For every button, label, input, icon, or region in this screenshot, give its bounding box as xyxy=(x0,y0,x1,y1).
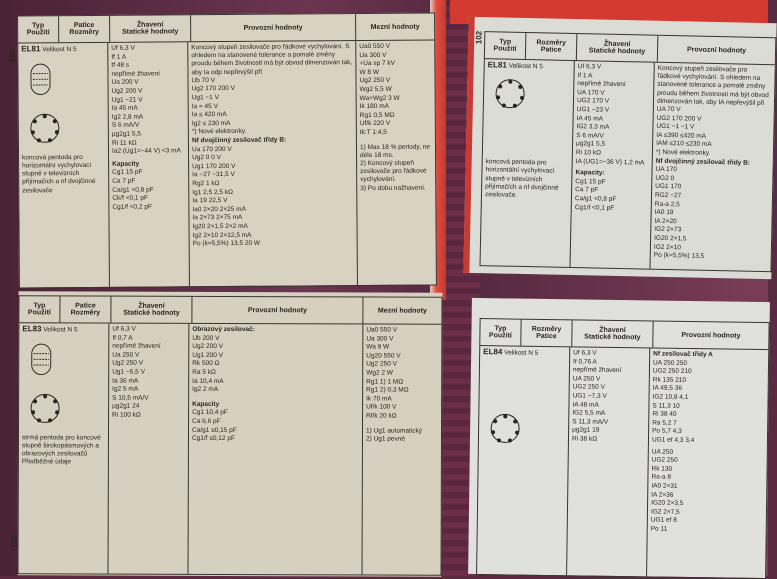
class-b-value: Rg2 1 kΩ xyxy=(192,179,353,189)
static-value: nepřímé žhavení xyxy=(577,80,650,90)
class-b-value: Ra-a 2,5 xyxy=(655,200,769,211)
class-b-value: RG2 −27 xyxy=(655,192,769,203)
class-b-value: Ia 2×73 2×75 mA xyxy=(192,213,353,223)
page-number: 102 xyxy=(474,31,483,45)
capacity-value: Ca/g1 <0,8 pF xyxy=(112,186,185,195)
page-el81-left xyxy=(17,13,437,288)
pentode-symbol-icon xyxy=(22,339,60,379)
header-patice: Patice xyxy=(75,302,96,309)
capacity-title: Kapacity: xyxy=(575,169,648,179)
capacity-title: Kapacity xyxy=(192,401,359,410)
pin-layout-icon xyxy=(22,108,68,148)
header-pouziti: Použití xyxy=(493,45,516,52)
operating-value: IG2 10,8 4,1 xyxy=(653,393,765,403)
base-size: Velikost N 5 xyxy=(43,326,77,333)
pin-layout-icon xyxy=(487,73,534,114)
operating-value: UA 70 V xyxy=(657,106,771,117)
static-value: Ig2 5 mA xyxy=(112,386,185,395)
capacity-value: Ck/f <0,1 pF xyxy=(112,194,185,203)
operating-value: Ug2 170 200 V xyxy=(192,85,353,95)
operating-value: Ra 5 kΩ xyxy=(192,369,359,378)
capacity-value: Cg1 10,4 pF xyxy=(192,409,359,418)
limit-value: tk:T 1:4,5 xyxy=(360,129,432,138)
header-typ: Typ xyxy=(494,325,506,332)
class-ab-value: Po 11 xyxy=(651,525,763,535)
header-provozni: Provozní hodnoty xyxy=(244,24,303,31)
limit-value: Ua 300 V xyxy=(366,335,438,344)
limit-value: Rg1 2) 0,3 MΩ xyxy=(366,387,438,396)
header-provozni: Provozní hodnoty xyxy=(687,46,746,54)
class-b-value: Ig2 2×10 2×12,5 mA xyxy=(193,231,354,241)
header-rozmery: Rozměry xyxy=(536,39,566,47)
class-b-value: IG2 2×73 xyxy=(654,226,768,237)
operating-value: S 11,3 10 xyxy=(652,402,764,412)
limit-value: Uf/k 220 V xyxy=(360,120,432,129)
capacity-value: Cg1 15 pF xyxy=(575,178,648,188)
class-b-title: Nf dvojčinný zesilovač třídy B: xyxy=(192,136,353,146)
static-value: UG2 170 V xyxy=(577,97,650,107)
header-rozmery: Rozměry xyxy=(532,326,562,333)
class-ab-value: IA0 2×31 xyxy=(651,482,763,492)
operating-title: Obrazový zesilovač: xyxy=(192,326,359,335)
operating-value: UG1 ef 4,3 3,4 xyxy=(652,436,764,446)
table-header xyxy=(479,318,769,350)
class-b-value: Po (k=5,5%) 13,5 20 W xyxy=(193,239,354,249)
base-size: Velikost N 5 xyxy=(509,63,543,71)
operating-value: IAM ≤210 ≤230 mA xyxy=(656,140,770,151)
limit-value: Ug2 250 V xyxy=(359,77,431,86)
static-value: Ua 200 V xyxy=(112,79,185,88)
page-el81-right xyxy=(463,17,776,279)
capacity-value: Ca 7 pF xyxy=(112,177,185,186)
static-value: UA 170 V xyxy=(577,89,650,99)
static-value: If 1 A xyxy=(577,72,650,82)
header-patice: Patice xyxy=(541,46,562,53)
limit-value: Ik 70 mA xyxy=(366,395,438,404)
static-value: Ua 250 V xyxy=(112,351,185,360)
static-value: Uf 6,3 V xyxy=(111,44,184,53)
class-ab-value: IA 2×36 xyxy=(651,491,763,501)
static-value: Ri 11 kΩ xyxy=(112,139,185,148)
static-value: S 6 mA/V xyxy=(112,122,185,131)
static-value: μg2g1 5,5 xyxy=(112,130,185,139)
static-value: μg2g1 19 xyxy=(572,427,645,437)
static-value: Uf 6,3 V xyxy=(573,349,646,359)
operating-value: Ig2 ≤ 230 mA xyxy=(192,119,353,129)
limit-value: Wg2 5,5 W xyxy=(360,86,432,95)
header-zhaveni: Žhavení xyxy=(137,21,164,28)
static-value: S 10,5 mA/V xyxy=(112,394,185,403)
class-b-value: Ug2 0 0 V xyxy=(192,153,353,163)
footnote: 1) Ug1 automatický xyxy=(366,427,438,435)
static-value: IA 45 mA xyxy=(577,115,650,125)
capacity-title: Kapacity xyxy=(112,160,185,169)
static-value: UG2 250 V xyxy=(573,384,646,394)
class-b-value: Ia −27 −31,5 V xyxy=(192,170,353,180)
pentode-symbol-icon xyxy=(21,59,59,99)
class-ab-value: UA 250 xyxy=(652,448,764,458)
class-b-value: Ua 170 200 V xyxy=(192,145,353,155)
header-typ: Typ xyxy=(499,38,511,45)
header-pouziti: Použití xyxy=(489,332,512,339)
static-value: IG2 3,3 mA xyxy=(576,123,649,133)
limit-value: Ua 300 V xyxy=(359,51,431,60)
static-value: tf 48 s xyxy=(111,61,184,70)
base-size: Velikost N 5 xyxy=(42,46,76,53)
tube-description: koncová pentoda pro horizontální vychylovací stupně v televizních přijímačích a nf dvojčinné zesilovače xyxy=(22,154,105,196)
operating-value: UG1 −1 −1 V xyxy=(656,123,770,134)
static-value: If 0,76 A xyxy=(573,358,646,368)
class-b-value: Ig20 2×1,5 2×2 mA xyxy=(193,222,354,232)
header-staticke: Statické hodnoty xyxy=(584,334,640,342)
header-zhaveni: Žhavení xyxy=(604,41,631,49)
capacity-value: Ca/g1 <0,8 pF xyxy=(575,195,648,205)
static-value: nepřímé žhavení xyxy=(112,343,185,352)
class-b-value: Ia 19 22,5 V xyxy=(192,196,353,206)
static-value: nepřímé žhavení xyxy=(573,367,646,377)
class-ab-value: UG2 250 xyxy=(652,457,764,467)
capacity-value: Cg1/f <0,1 pF xyxy=(575,204,648,214)
operating-intro: Koncový stupeň zesilovače pro řádkové vychylování. S ohledem na stanovené tolerance a pomalé změny proudu během životnosti má být obvod dimenzován tak, aby IA nepřevýšil při xyxy=(657,65,772,108)
static-value: Ia2 (Ug1=−44 V) <3 mA xyxy=(112,147,185,156)
static-value: Uf 6,3 V xyxy=(578,63,651,73)
tube-description: strmá pentoda pro koncové stupně širokopásmových a obrazových zesilovačů xyxy=(22,434,105,459)
class-ab-value: UG1 ef 8 xyxy=(651,517,763,527)
limit-value: Ua0 550 V xyxy=(359,43,431,52)
class-ab-value: Rk 130 xyxy=(652,465,764,475)
tube-type: EL84 xyxy=(483,347,502,356)
header-mezni: Mezní hodnoty xyxy=(378,307,427,314)
class-ab-value: IG20 2×3,5 xyxy=(651,500,763,510)
pin-layout-icon xyxy=(482,408,529,449)
header-staticke: Statické hodnoty xyxy=(122,28,178,35)
static-value: Ug2 250 V xyxy=(112,360,185,369)
static-value: S 6 mA/V xyxy=(576,132,649,142)
header-provozni: Provozní hodnoty xyxy=(248,307,307,314)
static-value: IA 48 mA xyxy=(572,401,645,411)
tube-description: koncová pentoda pro horizontální vychylovací stupně v televizních přijímačích a nf dvojčinné zesilovače. xyxy=(485,158,569,201)
operating-value: UA 250 250 xyxy=(653,359,765,369)
class-b-value: IA0 19 xyxy=(655,209,769,220)
header-staticke: Statické hodnoty xyxy=(123,310,179,317)
operating-value: UG2 170 200 V xyxy=(657,114,771,125)
limit-value: Rg1 1) 1 MΩ xyxy=(366,378,438,387)
limit-value: Ug20 550 V xyxy=(366,352,438,361)
operating-value: Ia 10,4 mA xyxy=(192,377,359,386)
capacity-value: Cg1/f <0,2 pF xyxy=(112,203,185,212)
header-zhaveni: Žhavení xyxy=(599,327,626,334)
operating-intro: Koncový stupeň zesilovače pro řádkové vychylování. S ohledem na stanovené tolerance a pomalé změny proudu během životnosti má být obvod dimenzován tak, aby Ia odp nepřevýšil při xyxy=(191,43,352,77)
static-value: Ri 10 kΩ xyxy=(576,149,649,159)
header-rozmery: Rozměry xyxy=(69,29,99,36)
limit-value: Ik 180 mA xyxy=(360,103,432,112)
static-value: Ia 45 mA xyxy=(112,104,185,113)
class-b-value: IG20 2×1,5 xyxy=(654,235,768,246)
limit-value: Wa+Wg2 3 W xyxy=(360,94,432,103)
class-b-value: Po (k=5,5%) 13,5 xyxy=(654,252,768,263)
limit-value: Rf/k 20 kΩ xyxy=(366,412,438,421)
footnote: 1) Max 18 % periody, ne déle 18 ms. xyxy=(360,143,432,160)
static-value: Ug1 −21 V xyxy=(112,96,185,105)
static-value: UG1 −7,3 V xyxy=(573,392,646,402)
header-typ: Typ xyxy=(33,302,45,309)
operating-value: Ug2 200 V xyxy=(192,343,359,352)
capacity-value: Ca 6,6 pF xyxy=(192,418,359,427)
static-value: Ug2 200 V xyxy=(112,87,185,96)
header-mezni: Mezní hodnoty xyxy=(371,23,420,30)
operating-value: Po 5,7 4,3 xyxy=(652,428,764,438)
page-el83-left xyxy=(18,291,443,576)
limit-value: Ua0 550 V xyxy=(366,326,438,335)
class-b-value: UG2 0 xyxy=(655,175,769,186)
class-b-value: Ug1 170 200 V xyxy=(192,162,353,172)
class-ab-value: Ra-a 8 xyxy=(651,474,763,484)
header-zhaveni: Žhavení xyxy=(138,303,164,310)
operating-value: Ub 200 V xyxy=(192,334,359,343)
limit-value: +Ua sp 7 kV xyxy=(359,60,431,69)
static-value: UG1 −23 V xyxy=(577,106,650,116)
class-b-title: Nf dvojčinný zesilovač třídy B: xyxy=(656,157,770,168)
footnote: 3) Po dobu nažhavení. xyxy=(360,184,432,193)
header-typ: Typ xyxy=(32,22,44,29)
capacity-value: Cg1/f ≤0,12 pF xyxy=(192,435,359,444)
limit-value: Rg1 0,5 MΩ xyxy=(360,111,432,120)
header-staticke: Statické hodnoty xyxy=(589,47,646,55)
preliminary-note: Předběžné údaje xyxy=(22,459,105,467)
operating-value: Ig2 2 mA xyxy=(192,386,359,395)
tube-type: EL81 xyxy=(21,44,40,53)
static-value: Uf 6,3 V xyxy=(112,326,185,335)
static-value: IA (UG1=−36 V) 1,2 mA xyxy=(576,158,649,168)
operating-value: Ra 5,2 7 xyxy=(652,419,764,429)
table-header xyxy=(17,13,435,44)
static-value: μg2g1 24 xyxy=(112,403,185,412)
capacity-value: Ca/g1 ≤0,15 pF xyxy=(192,426,359,435)
static-value: If 1 A xyxy=(111,53,184,62)
footnote: 2) Koncový stupeň zesilovače pro řádkové vychylování. xyxy=(360,160,432,185)
operating-value: *) Nové elektronky. xyxy=(192,127,353,137)
static-value: Ri 38 kΩ xyxy=(572,435,645,445)
class-b-value: Ig1 2,5 2,5 kΩ xyxy=(192,188,353,198)
static-value: Ia 36 mA xyxy=(112,377,185,386)
limit-value: Ug2 250 V xyxy=(366,361,438,370)
limit-value: Wa 9 W xyxy=(366,344,438,353)
capacity-value: Ca 7 pF xyxy=(575,186,648,196)
operating-value: Ug1 200 V xyxy=(192,352,359,361)
operating-value: Ri 38 40 xyxy=(652,411,764,421)
operating-value: IA 49,5 36 xyxy=(653,385,765,395)
static-value: Ri 100 kΩ xyxy=(112,412,185,421)
page-number: 100 xyxy=(7,49,16,62)
operating-value: Ug1 −1 V xyxy=(192,93,353,103)
class-b-value: IG2 2×10 xyxy=(654,243,768,254)
operating-value: *) Nové elektronky. xyxy=(656,149,770,160)
operating-value: Rk 135 210 xyxy=(653,376,765,386)
header-provozni: Provozní hodnoty xyxy=(681,331,740,339)
class-b-value: UG1 170 xyxy=(655,183,769,194)
table-header xyxy=(18,295,442,324)
static-value: Ig2 2,8 mA xyxy=(112,113,185,122)
operating-value: IA ≤390 ≤420 mA xyxy=(656,132,770,143)
pin-layout-icon xyxy=(22,388,68,428)
tube-type: EL81 xyxy=(488,60,507,69)
operating-title: Nf zesilovač třídy A xyxy=(653,350,765,360)
header-pouziti: Použití xyxy=(28,309,51,316)
static-value: μg2g1 5,5 xyxy=(576,140,649,150)
header-patice: Patice xyxy=(74,22,95,29)
header-patice: Patice xyxy=(536,333,557,340)
operating-value: Ia = 45 V xyxy=(192,102,353,112)
static-value: IG2 5,5 mA xyxy=(572,410,645,420)
page-number: 101 xyxy=(10,535,19,548)
class-b-value: IA 2×20 xyxy=(654,217,768,228)
static-value: Ug1 −5,5 V xyxy=(112,369,185,378)
header-rozmery: Rozměry xyxy=(71,309,101,316)
limit-value: Wg2 2 W xyxy=(366,369,438,378)
limit-value: W 8 W xyxy=(359,68,431,77)
page-el84-right xyxy=(468,298,770,578)
tube-type: EL83 xyxy=(22,324,41,333)
capacity-value: Cg1 15 pF xyxy=(112,169,185,178)
operating-value: Ia ≤ 420 mA xyxy=(192,110,353,120)
class-b-value: UA 170 xyxy=(655,166,769,177)
class-ab-value: IG2 2×7,5 xyxy=(651,508,763,518)
limit-value: Uf/k 100 V xyxy=(366,404,438,413)
static-value: UA 250 V xyxy=(573,375,646,385)
operating-value: UG2 250 210 xyxy=(653,368,765,378)
footnote: 2) Ug1 pevné xyxy=(366,435,438,443)
class-b-value: Ia0 2×20 2×25 mA xyxy=(192,205,353,215)
operating-value: Rk 500 Ω xyxy=(192,360,359,369)
static-value: S 11,3 mA/V xyxy=(572,418,645,428)
static-value: nepřímé žhavení xyxy=(111,70,184,79)
base-size: Velikost N 5 xyxy=(504,349,538,356)
static-value: If 0,7 A xyxy=(112,334,185,343)
header-pouziti: Použití xyxy=(27,29,50,36)
operating-value: Ub 70 V xyxy=(191,76,352,86)
